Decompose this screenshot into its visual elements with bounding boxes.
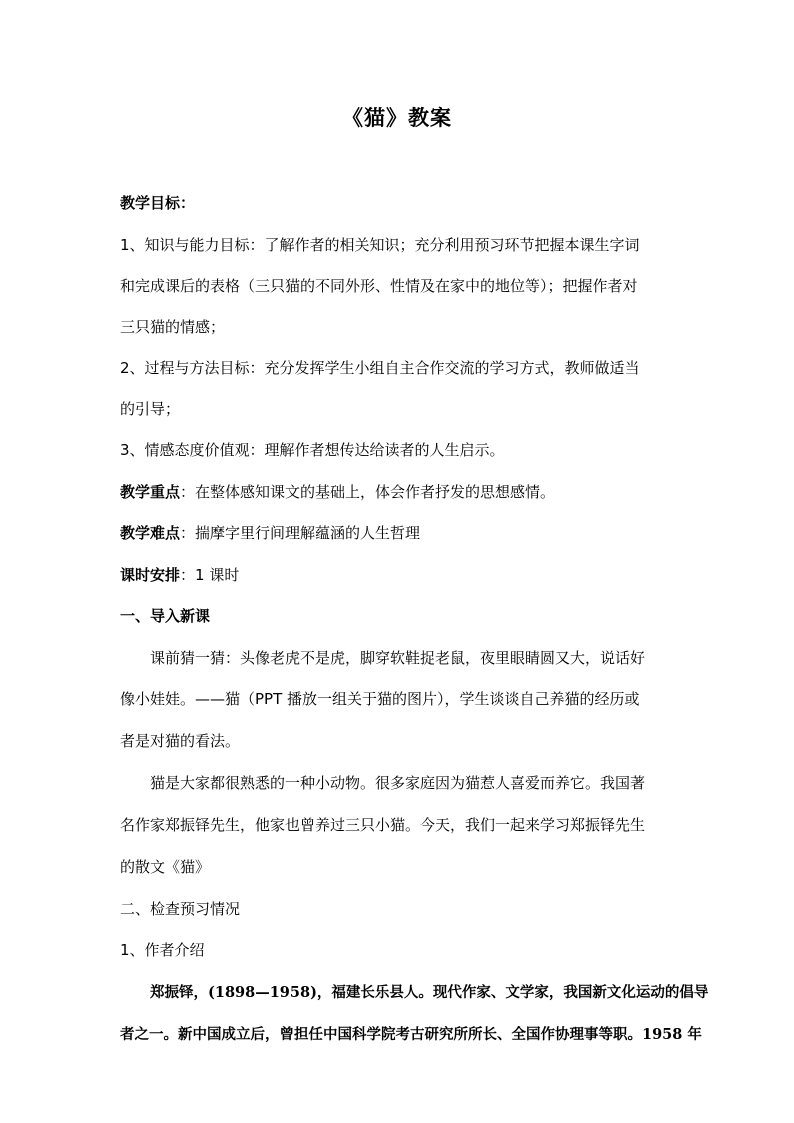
time-label: 课时安排 <box>120 566 181 584</box>
intro-para-1-line-3: 者是对猫的看法。 <box>120 732 241 750</box>
difficulty-label: 教学难点 <box>120 524 181 542</box>
objective-1-line-1: 1、知识与能力目标：了解作者的相关知识；充分利用预习环节把握本课生字词 <box>120 236 640 254</box>
time-text: ：1 课时 <box>180 566 240 584</box>
difficulty-point <box>120 523 680 543</box>
time-arrangement <box>120 565 680 585</box>
objective-3-line-1: 3、情感态度价值观：理解作者想传达给读者的人生启示。 <box>120 441 505 459</box>
sub-1-heading: 1、作者介绍 <box>120 941 205 959</box>
intro-para-2-line-2: 名作家郑振铎先生，他家也曾养过三只小猫。今天，我们一起来学习郑振铎先生 <box>120 816 646 834</box>
author-para-line-1: 郑振铎，(1898—1958)，福建长乐县人。现代作家、文学家，我国新文化运动的倡导 <box>150 984 709 1001</box>
part-1-heading: 一、导入新课 <box>120 607 211 625</box>
page-title: 《猫》教案 <box>342 106 452 130</box>
key-point <box>120 482 680 502</box>
objective-1-line-2: 和完成课后的表格（三只猫的不同外形、性情及在家中的地位等）；把握作者对 <box>120 277 638 295</box>
objective-2-line-1: 2、过程与方法目标：充分发挥学生小组自主合作交流的学习方式，教师做适当 <box>120 359 640 377</box>
objective-1-line-3: 三只猫的情感； <box>120 318 226 336</box>
intro-para-2-line-3: 的散文《猫》 <box>120 858 211 876</box>
intro-para-2-line-1: 猫是大家都很熟悉的一种小动物。很多家庭因为猫惹人喜爱而养它。我国著 <box>150 774 646 792</box>
objective-2-line-2: 的引导； <box>120 400 181 418</box>
intro-para-1-line-1: 课前猜一猜：头像老虎不是虎，脚穿软鞋捉老鼠，夜里眼睛圆又大，说话好 <box>150 649 646 667</box>
part-2-heading: 二、检查预习情况 <box>120 900 241 918</box>
intro-para-1-line-2: 像小娃娃。——猫（PPT 播放一组关于猫的图片），学生谈谈自己养猫的经历或 <box>120 690 640 708</box>
author-para-line-2: 者之一。新中国成立后，曾担任中国科学院考古研究所所长、全国作协理事等职。1958 年 <box>120 1026 702 1043</box>
objectives-heading: 教学目标： <box>120 194 196 212</box>
difficulty-text: ：揣摩字里行间理解蕴涵的人生哲理 <box>180 524 421 542</box>
key-point-label: 教学重点 <box>120 483 181 501</box>
key-point-text: ：在整体感知课文的基础上，体会作者抒发的思想感情。 <box>180 483 556 501</box>
